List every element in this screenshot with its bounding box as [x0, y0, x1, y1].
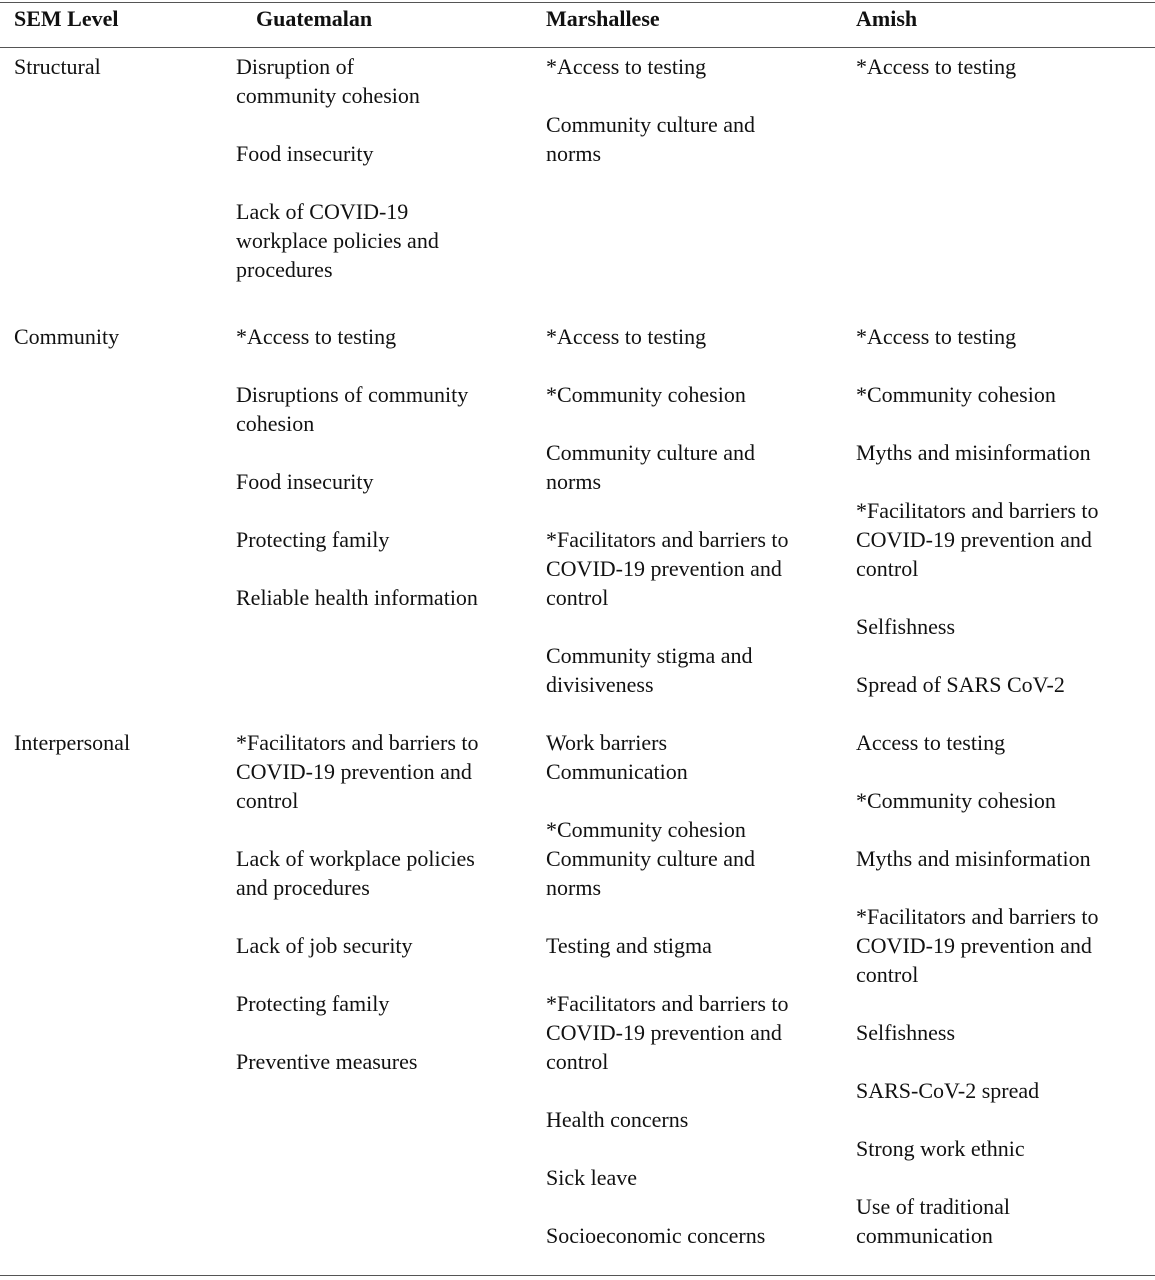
table-cell-item: *Access to testing	[546, 54, 707, 79]
cell-interpersonal-marshallese	[546, 728, 846, 1250]
cell-interpersonal-amish	[856, 728, 1146, 1250]
table-cell-item: *Access to testing	[856, 324, 1017, 349]
cell-structural-amish	[856, 52, 1146, 81]
table-cell-item: *Access to testing	[236, 324, 397, 349]
cell-interpersonal-guatemalan	[236, 728, 536, 1076]
table-cell-item: Community culture and norms	[546, 440, 755, 494]
table-header-rule	[0, 47, 1155, 48]
table-cell-item: Selfishness	[856, 1020, 955, 1045]
table-cell-item: Spread of SARS CoV-2	[856, 672, 1065, 697]
table-cell-item: Community culture and norms	[546, 112, 755, 166]
header-amish: Amish	[856, 6, 918, 31]
table-cell-item: *Access to testing	[856, 54, 1017, 79]
table-bottom-rule	[0, 1275, 1155, 1276]
table-cell-item: Work barriers Communication	[546, 730, 688, 784]
table-cell-item: Lack of COVID-19 workplace policies and procedures	[236, 199, 439, 282]
table-cell-item: *Facilitators and barriers to COVID-19 prevention and control	[236, 730, 479, 813]
table-cell-item: *Community cohesion Community culture and norms	[546, 817, 755, 900]
table-cell-item: Food insecurity	[236, 141, 374, 166]
table-cell-item: Health concerns	[546, 1107, 689, 1132]
table-cell-item: SARS-CoV-2 spread	[856, 1078, 1040, 1103]
table-cell-item: Disruptions of community cohesion	[236, 382, 469, 436]
row-label-interpersonal: Interpersonal	[14, 730, 131, 755]
table-cell-item: Protecting family	[236, 527, 390, 552]
header-guatemalan: Guatemalan	[256, 6, 373, 31]
table-cell-item: Protecting family	[236, 991, 390, 1016]
table-cell-item: Food insecurity	[236, 469, 374, 494]
header-sem-level: SEM Level	[14, 6, 119, 31]
table-cell-item: *Community cohesion	[856, 382, 1056, 407]
table-cell-item: Community stigma and divisiveness	[546, 643, 753, 697]
row-label-structural: Structural	[14, 54, 101, 79]
table-cell-item: Myths and misinformation	[856, 846, 1091, 871]
header-marshallese: Marshallese	[546, 6, 660, 31]
table-cell-item: Selfishness	[856, 614, 955, 639]
table-cell-item: Testing and stigma	[546, 933, 712, 958]
table-cell-item: Myths and misinformation	[856, 440, 1091, 465]
table-cell-item: Use of traditional communication	[856, 1194, 1010, 1248]
cell-structural-marshallese	[546, 52, 846, 168]
table-cell-item: *Community cohesion	[546, 382, 746, 407]
row-label-community: Community	[14, 324, 120, 349]
cell-community-amish	[856, 322, 1146, 699]
table-cell-item: Strong work ethnic	[856, 1136, 1025, 1161]
cell-community-guatemalan	[236, 322, 536, 612]
table-cell-item: Disruption of community cohesion	[236, 54, 420, 108]
table-cell-item: Socioeconomic concerns	[546, 1223, 766, 1248]
table-cell-item: *Access to testing	[546, 324, 707, 349]
cell-structural-guatemalan	[236, 52, 536, 284]
table-cell-item: *Facilitators and barriers to COVID-19 prevention and control	[546, 527, 789, 610]
table-cell-item: Sick leave	[546, 1165, 638, 1190]
table-top-rule	[0, 2, 1155, 3]
table-cell-item: Access to testing	[856, 730, 1006, 755]
table-cell-item: Reliable health information	[236, 585, 478, 610]
table-cell-item: *Facilitators and barriers to COVID-19 prevention and control	[856, 904, 1099, 987]
cell-community-marshallese	[546, 322, 846, 699]
table-cell-item: *Facilitators and barriers to COVID-19 prevention and control	[546, 991, 789, 1074]
table-cell-item: *Community cohesion	[856, 788, 1056, 813]
table-cell-item: Lack of workplace policies and procedures	[236, 846, 475, 900]
table-cell-item: Lack of job security	[236, 933, 413, 958]
table-cell-item: Preventive measures	[236, 1049, 418, 1074]
table-cell-item: *Facilitators and barriers to COVID-19 prevention and control	[856, 498, 1099, 581]
